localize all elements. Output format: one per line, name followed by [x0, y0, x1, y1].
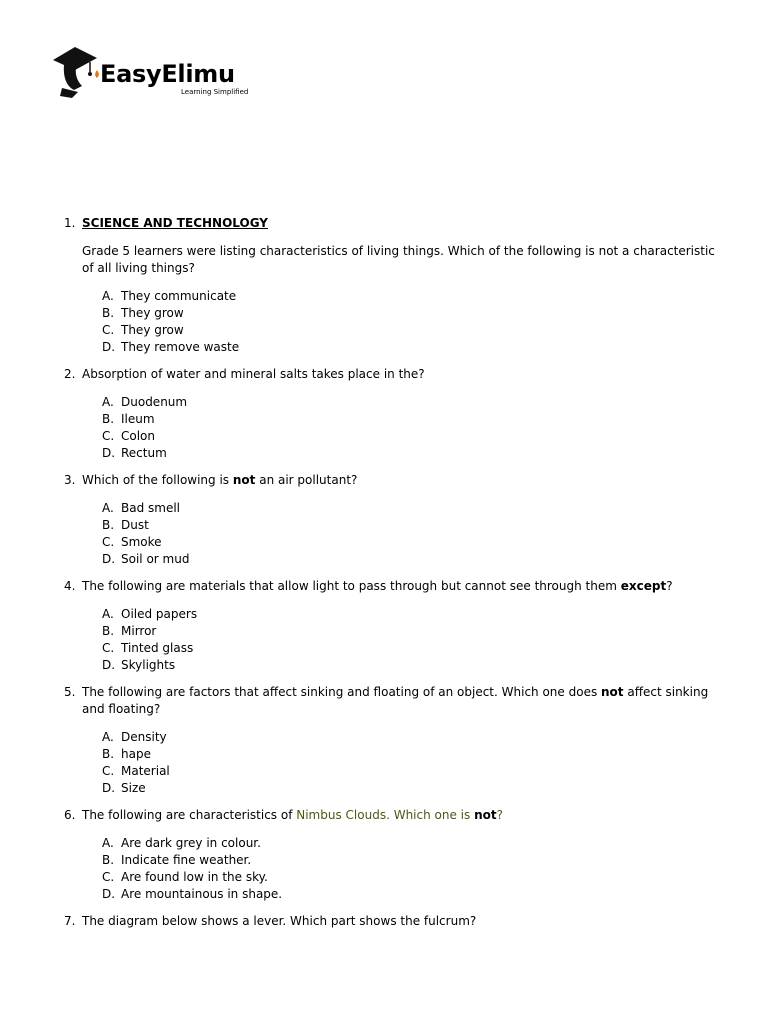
question-7: [64, 913, 724, 930]
options-list: [82, 500, 724, 568]
question-5: [64, 684, 724, 797]
option-d: D. Soil or mud: [102, 552, 190, 566]
option-a: A. Bad smell: [102, 501, 181, 515]
graduate-cap-icon: [50, 46, 100, 102]
options-list: [82, 288, 724, 356]
option-d: D. Skylights: [102, 658, 176, 672]
option-b: B. hape: [102, 747, 151, 761]
options-list: [82, 835, 724, 903]
option-d: D. Are mountainous in shape.: [102, 887, 283, 901]
option-c: C. Material: [102, 764, 170, 778]
easyelimu-logo: [50, 46, 250, 102]
question-number: 5.: [64, 685, 76, 699]
option-c: C. Tinted glass: [102, 641, 194, 655]
question-number: 3.: [64, 473, 76, 487]
options-list: [82, 394, 724, 462]
option-c: C. Smoke: [102, 535, 162, 549]
question-1: [64, 215, 724, 356]
question-6: [64, 807, 724, 903]
option-a: A. Duodenum: [102, 395, 188, 409]
question-number: 6.: [64, 808, 76, 822]
highlighted-term: Nimbus Clouds: [296, 808, 387, 822]
option-b: B. Dust: [102, 518, 149, 532]
option-a: A. Density: [102, 730, 167, 744]
option-d: D. They remove waste: [102, 340, 240, 354]
question-2: [64, 366, 724, 462]
emphasis: not: [601, 685, 624, 699]
option-b: B. Mirror: [102, 624, 157, 638]
question-number: 7.: [64, 914, 76, 928]
question-text: The following are materials that allow light to pass through but cannot see through them except?: [82, 579, 673, 593]
question-text: Which of the following is not an air pollutant?: [82, 473, 358, 487]
option-a: A. Are dark grey in colour.: [102, 836, 261, 850]
question-number: 2.: [64, 367, 76, 381]
brand-tagline: Learning Simplified: [181, 88, 249, 96]
options-list: [82, 729, 724, 797]
emphasis: except: [620, 579, 667, 593]
emphasis: not: [474, 808, 497, 822]
option-b: B. Indicate fine weather.: [102, 853, 252, 867]
option-b: B. Ileum: [102, 412, 155, 426]
option-c: C. Colon: [102, 429, 156, 443]
emphasis: not: [232, 473, 256, 487]
flame-accent-icon: [94, 70, 100, 78]
option-b: B. They grow: [102, 306, 184, 320]
question-number: 4.: [64, 579, 76, 593]
options-list: [82, 606, 724, 674]
question-number: 1.: [64, 216, 76, 230]
question-text: The following are characteristics of Nimbus Clouds. Which one is not?: [82, 808, 503, 822]
option-c: C. Are found low in the sky.: [102, 870, 268, 884]
brand-name: EasyElimu: [100, 60, 235, 88]
question-3: [64, 472, 724, 568]
question-text: The diagram below shows a lever. Which part shows the fulcrum?: [82, 914, 477, 928]
question-text: Grade 5 learners were listing characteristics of living things. Which of the following is not a characteristic of all living things?: [82, 244, 715, 275]
question-4: [64, 578, 724, 674]
option-a: A. They communicate: [102, 289, 237, 303]
question-text: The following are factors that affect sinking and floating of an object. Which one does not affect sinking and floating?: [82, 685, 709, 716]
section-heading: SCIENCE AND TECHNOLOGY: [82, 216, 268, 230]
question-text: Absorption of water and mineral salts takes place in the?: [82, 367, 425, 381]
option-d: D. Rectum: [102, 446, 167, 460]
option-a: A. Oiled papers: [102, 607, 198, 621]
option-c: C. They grow: [102, 323, 184, 337]
option-d: D. Size: [102, 781, 146, 795]
